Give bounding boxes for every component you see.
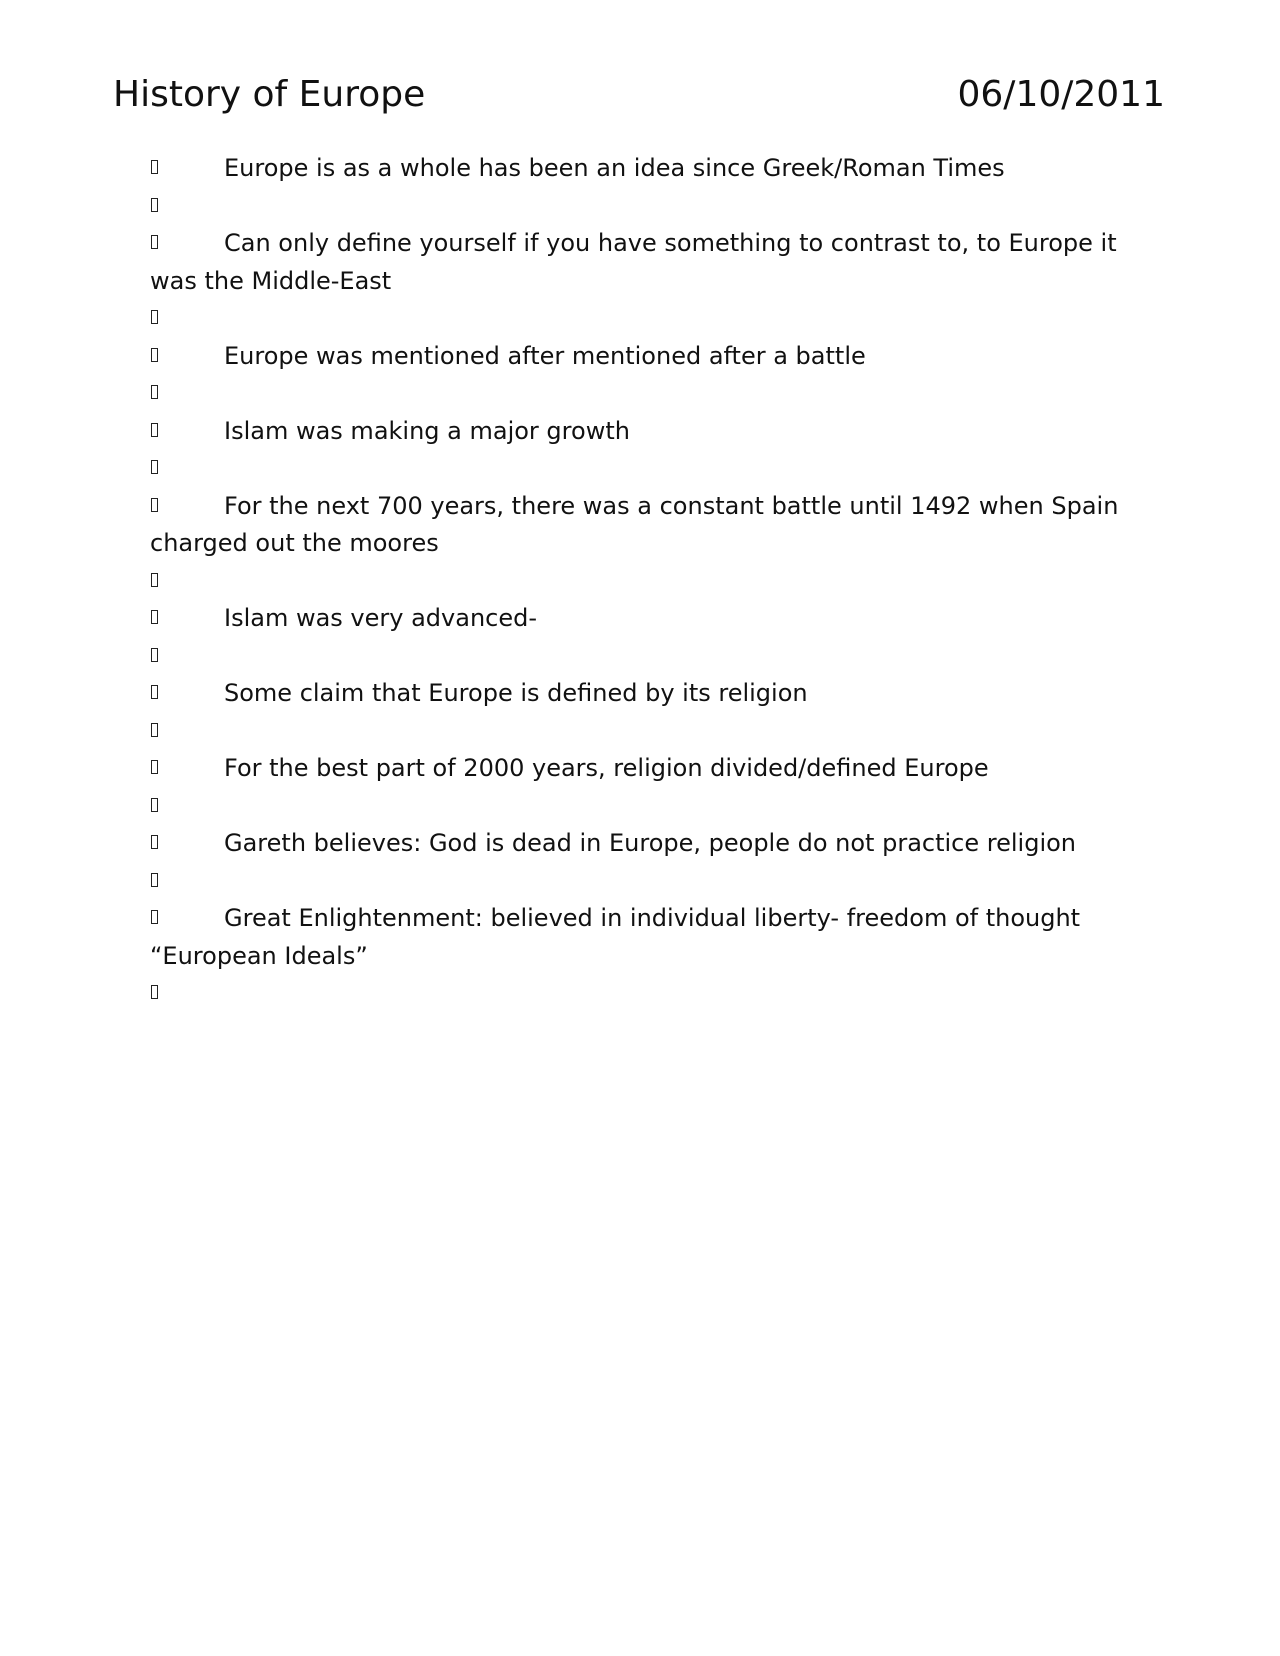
missing-glyph-icon [151,160,158,174]
missing-glyph-icon [151,910,158,924]
note-line [150,563,1130,601]
note-line [150,600,1130,638]
note-line [150,750,1130,788]
note-line [150,450,1130,488]
missing-glyph-icon [151,760,158,774]
note-line [150,300,1130,338]
missing-glyph-icon [151,648,158,662]
missing-glyph-icon [151,573,158,587]
note-line [150,375,1130,413]
note-text: For the best part of 2000 years, religion divided/defined Europe [224,754,989,782]
missing-glyph-icon [151,348,158,362]
note-text: Europe is as a whole has been an idea since Greek/Roman Times [224,154,1005,182]
missing-glyph-icon [151,198,158,212]
note-line [150,788,1130,826]
missing-glyph-icon [151,498,158,512]
note-line [150,825,1130,863]
note-line [150,863,1130,901]
document-title: History of Europe [113,74,426,115]
missing-glyph-icon [151,723,158,737]
note-text: Can only define yourself if you have something to contrast to, to Europe it was the Middle-East [150,229,1117,295]
note-line [150,150,1130,188]
note-line [150,413,1130,451]
note-line [150,975,1130,1013]
document-header [113,70,1165,120]
note-text: For the next 700 years, there was a constant battle until 1492 when Spain charged out the moores [150,491,1119,557]
missing-glyph-icon [151,798,158,812]
note-text: Islam was very advanced- [224,604,538,632]
missing-glyph-icon [151,835,158,849]
missing-glyph-icon [151,610,158,624]
note-line [150,488,1130,563]
missing-glyph-icon [151,685,158,699]
note-text: Great Enlightenment: believed in individual liberty- freedom of thought “European Ideals” [150,904,1081,970]
note-text: Islam was making a major growth [224,416,630,445]
note-line [150,225,1130,300]
note-line [150,338,1130,376]
document-date: 06/10/2011 [957,74,1165,115]
missing-glyph-icon [151,235,158,249]
missing-glyph-icon [151,310,158,324]
notes-body [150,150,1130,1013]
missing-glyph-icon [151,385,158,399]
note-text: Europe was mentioned after mentioned after a battle [224,341,866,370]
missing-glyph-icon [151,985,158,999]
note-line [150,675,1130,713]
missing-glyph-icon [151,423,158,437]
missing-glyph-icon [151,873,158,887]
note-text: Gareth believes: God is dead in Europe, people do not practice religion [224,829,1076,857]
note-line [150,188,1130,226]
note-line [150,713,1130,751]
missing-glyph-icon [151,460,158,474]
note-text: Some claim that Europe is defined by its religion [224,679,808,707]
note-line [150,638,1130,676]
note-line [150,900,1130,975]
